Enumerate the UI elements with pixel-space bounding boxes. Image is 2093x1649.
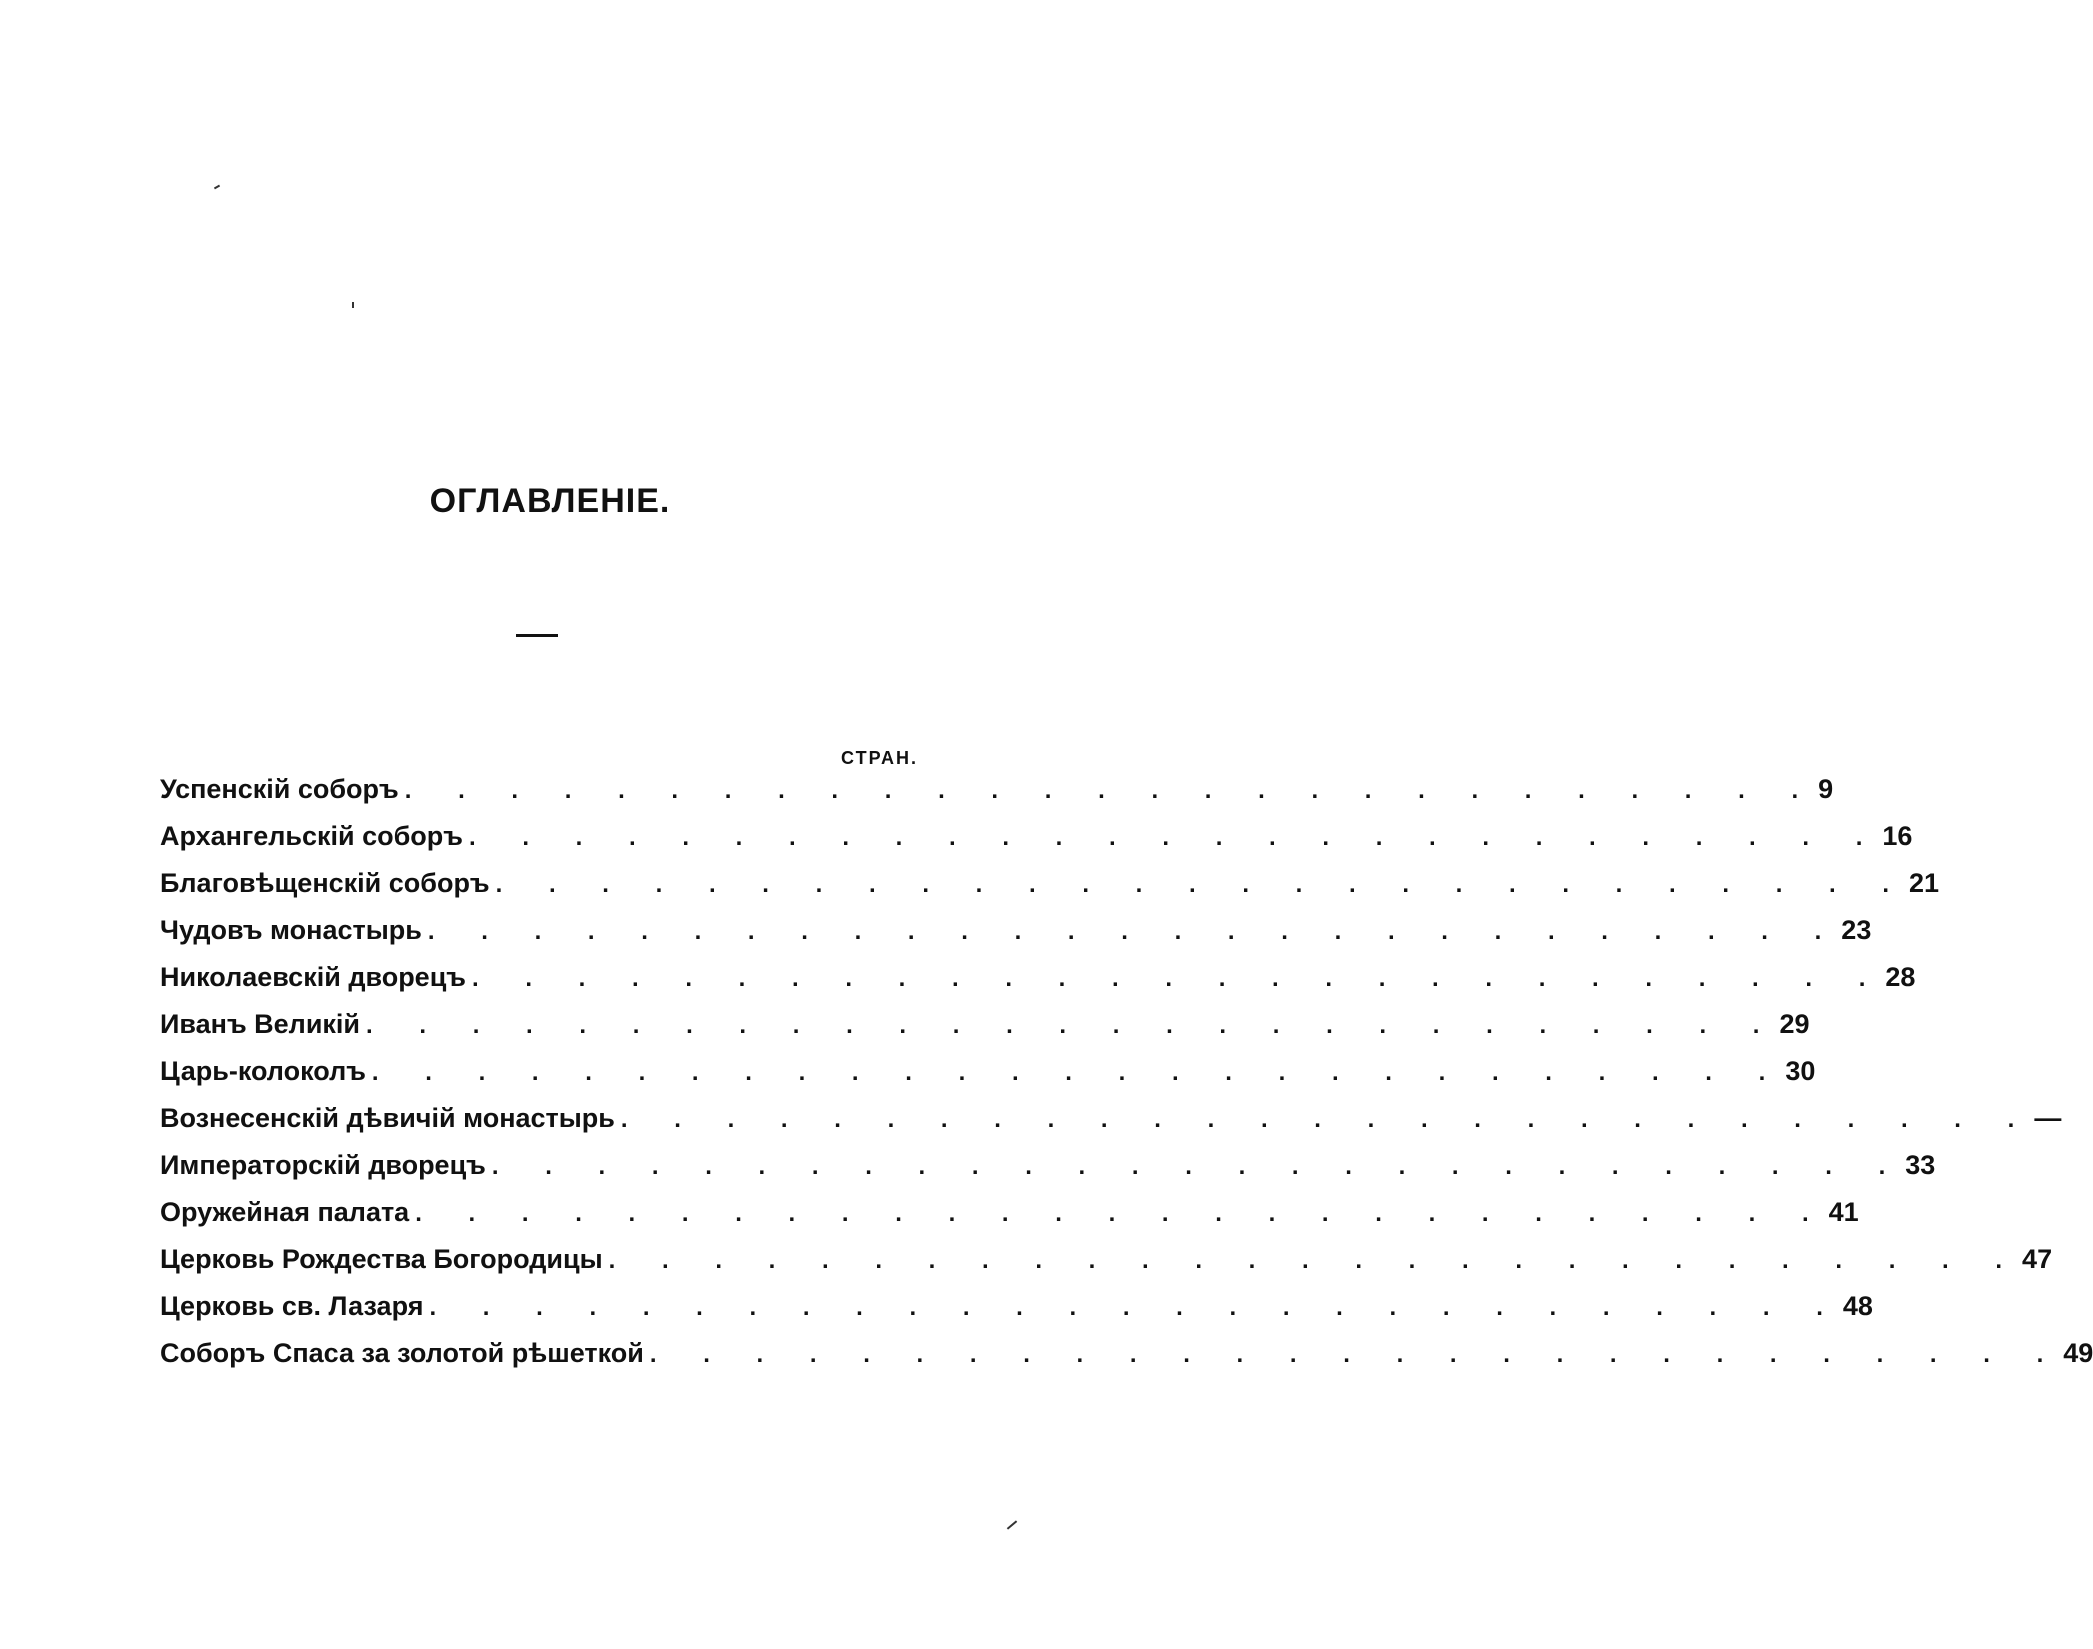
toc-entry — [160, 1338, 2093, 1385]
toc-entry-title: Вознесенскій дѣвичій монастырь — [160, 1103, 615, 1133]
toc-entry — [160, 1244, 2053, 1291]
toc-entry — [160, 1056, 1816, 1103]
toc-entry — [160, 821, 1913, 868]
toc-entry-title: Царь-колоколъ — [160, 1056, 366, 1086]
toc-entry — [160, 1197, 1859, 1244]
toc-entry-page: 23 — [1841, 915, 1872, 945]
table-of-contents — [160, 774, 2093, 1385]
dot-leader: . . . . . . . . . . . . . . . . . . . . . . . . . . . — [468, 824, 1883, 851]
toc-entry-page: 33 — [1905, 1150, 1936, 1180]
toc-entry — [160, 1150, 1936, 1197]
scan-speck — [352, 302, 354, 308]
dot-leader: . . . . . . . . . . . . . . . . . . . . . . . . . . . — [620, 1106, 2035, 1133]
toc-entry-page: 9 — [1818, 774, 1834, 804]
toc-entry — [160, 1291, 1873, 1338]
dot-leader: . . . . . . . . . . . . . . . . . . . . . . . . . . . — [404, 777, 1819, 804]
dot-leader: . . . . . . . . . . . . . . . . . . . . . . . . . . . — [427, 918, 1842, 945]
title-divider — [516, 634, 558, 637]
toc-entry-title: Соборъ Спаса за золотой рѣшеткой — [160, 1338, 644, 1368]
toc-entry — [160, 774, 1834, 821]
dot-leader: . . . . . . . . . . . . . . . . . . . . . . . . . . . — [649, 1341, 2064, 1368]
toc-entry-title: Николаевскій дворецъ — [160, 962, 466, 992]
toc-entry-page: 30 — [1785, 1056, 1816, 1086]
scan-speck — [214, 185, 220, 190]
scan-speck — [1007, 1520, 1017, 1529]
dot-leader: . . . . . . . . . . . . . . . . . . . . . . . . . . . — [495, 871, 1910, 898]
toc-entry-page: 41 — [1828, 1197, 1859, 1227]
toc-entry-page: — — [2034, 1103, 2062, 1133]
page-column-header: СТРАН. — [841, 748, 918, 768]
toc-entry — [160, 915, 1872, 962]
dot-leader: . . . . . . . . . . . . . . . . . . . . . . . . . . . — [491, 1153, 1906, 1180]
toc-entry-title: Иванъ Великій — [160, 1009, 361, 1039]
toc-entry — [160, 868, 1940, 915]
dot-leader: . . . . . . . . . . . . . . . . . . . . . . . . . . . — [608, 1247, 2023, 1274]
toc-entry-title: Оружейная палата — [160, 1197, 410, 1227]
toc-entry — [160, 1009, 1810, 1056]
toc-entry-page: 47 — [2022, 1244, 2053, 1274]
dot-leader: . . . . . . . . . . . . . . . . . . . . . . . . . . . — [366, 1012, 1780, 1039]
toc-entry — [160, 962, 1916, 1009]
page-title: ОГЛАВЛЕНІЕ. — [429, 482, 671, 520]
toc-entry-title: Императорскій дворецъ — [160, 1150, 486, 1180]
toc-entry-title: Успенскій соборъ — [160, 774, 399, 804]
toc-entry-title: Благовѣщенскій соборъ — [160, 868, 490, 898]
toc-entry-title: Архангельскій соборъ — [160, 821, 463, 851]
toc-entry-title: Церковь св. Лазаря — [160, 1291, 424, 1321]
dot-leader: . . . . . . . . . . . . . . . . . . . . . . . . . . . — [371, 1059, 1786, 1086]
toc-entry-page: 49 — [2063, 1338, 2093, 1368]
dot-leader: . . . . . . . . . . . . . . . . . . . . . . . . . . . — [415, 1200, 1829, 1227]
toc-entry-title: Чудовъ монастырь — [160, 915, 422, 945]
dot-leader: . . . . . . . . . . . . . . . . . . . . . . . . . . . — [471, 965, 1886, 992]
toc-entry — [160, 1103, 2062, 1150]
toc-entry-title: Церковь Рождества Богородицы — [160, 1244, 603, 1274]
toc-entry-page: 21 — [1909, 868, 1940, 898]
toc-entry-page: 48 — [1842, 1291, 1873, 1321]
dot-leader: . . . . . . . . . . . . . . . . . . . . . . . . . . . — [429, 1294, 1843, 1321]
toc-entry-page: 28 — [1885, 962, 1916, 992]
toc-entry-page: 29 — [1779, 1009, 1810, 1039]
toc-entry-page: 16 — [1882, 821, 1913, 851]
